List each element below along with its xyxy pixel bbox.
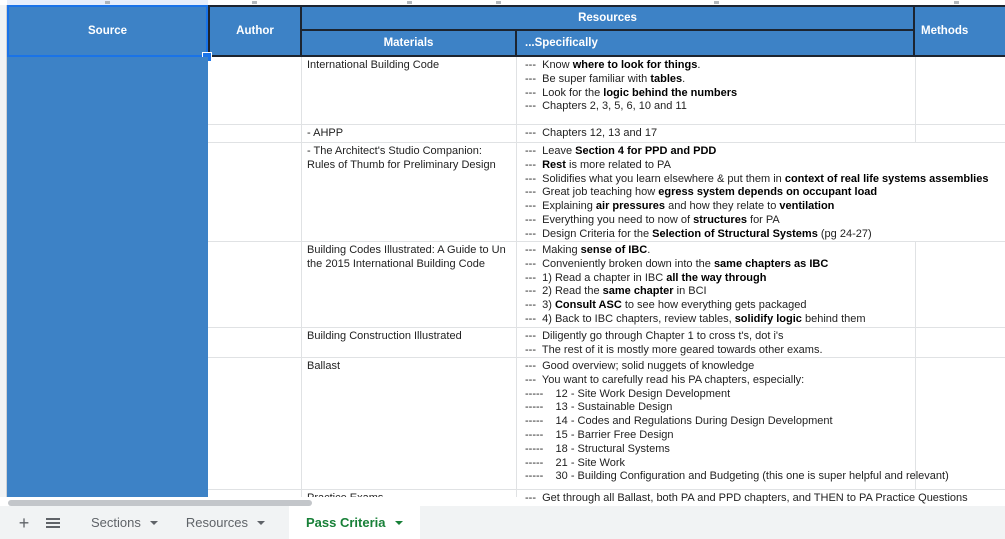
specifically-cell[interactable] xyxy=(517,358,949,489)
specifically-text: --- Design Criteria for the Selection of Structural Systems (pg 24-27) xyxy=(525,227,872,240)
table-row xyxy=(208,328,1005,358)
specifically-text: --- Everything you need to now of structures for PA xyxy=(525,213,780,226)
author-cell[interactable] xyxy=(208,57,302,124)
specifically-text: --- Diligently go through Chapter 1 to cross t's, dot i's xyxy=(525,330,784,342)
specifically-text: --- You want to carefully read his PA chapters, especially: xyxy=(525,373,805,386)
clipped-column-letter xyxy=(496,1,501,4)
methods-cell[interactable] xyxy=(915,125,1005,142)
materials-cell[interactable] xyxy=(302,143,517,241)
table-row xyxy=(208,57,1005,125)
specifically-cell[interactable] xyxy=(517,328,915,357)
author-cell[interactable] xyxy=(208,242,302,327)
tab-sections[interactable] xyxy=(91,506,158,539)
specifically-cell[interactable] xyxy=(517,125,915,142)
tab-pass-criteria-label: Pass Criteria xyxy=(306,515,386,530)
methods-header-label: Methods xyxy=(921,25,969,37)
specifically-text: --- Be super familiar with tables. xyxy=(525,72,686,85)
author-cell[interactable] xyxy=(208,328,302,357)
materials-text: - The Architect's Studio Companion: xyxy=(307,145,482,157)
materials-text: - AHPP xyxy=(307,127,344,139)
clipped-column-letter xyxy=(252,1,257,4)
materials-cell[interactable] xyxy=(302,57,517,124)
table-row xyxy=(208,490,1005,504)
sheet-tab-bar xyxy=(0,506,1005,539)
caret-down-icon xyxy=(395,521,403,525)
specifically-text: --- Chapters 12, 13 and 17 xyxy=(525,127,658,139)
specifically-text: --- 1) Read a chapter in IBC all the way through xyxy=(525,271,767,284)
hamburger-icon xyxy=(46,516,60,530)
clipped-column-letter xyxy=(714,1,719,4)
specifically-cell[interactable] xyxy=(517,490,968,504)
materials-cell[interactable] xyxy=(302,358,517,489)
specifically-text: ----- 30 - Building Configuration and Budgeting (this one is super helpful and relevant) xyxy=(525,470,949,483)
caret-down-icon xyxy=(257,521,265,525)
materials-cell[interactable] xyxy=(302,490,517,497)
clipped-column-letter xyxy=(105,1,110,4)
specifically-text: --- Leave Section 4 for PPD and PDD xyxy=(525,145,717,157)
specifically-text: ----- 14 - Codes and Regulations During Design Development xyxy=(525,415,833,428)
header-cell-materials[interactable] xyxy=(302,31,515,55)
table-row xyxy=(208,358,1005,490)
materials-text: International Building Code xyxy=(307,59,440,71)
table-body-rows xyxy=(208,57,1005,504)
specifically-text: --- Explaining air pressures and how they relate to ventilation xyxy=(525,200,835,213)
author-cell[interactable] xyxy=(208,125,302,142)
specifically-cell[interactable] xyxy=(517,57,915,124)
materials-header-label: Materials xyxy=(383,37,434,49)
add-sheet-button[interactable] xyxy=(16,506,32,539)
specifically-text: --- Look for the logic behind the numbers xyxy=(525,86,738,99)
specifically-text: ----- 21 - Site Work xyxy=(525,456,626,469)
header-cell-source[interactable] xyxy=(7,5,208,57)
methods-cell[interactable] xyxy=(915,358,1005,489)
header-cell-resources[interactable] xyxy=(302,7,913,29)
specifically-text: --- The rest of it is mostly more geared towards other exams. xyxy=(525,343,823,356)
materials-cell[interactable] xyxy=(302,125,517,142)
specifically-text: ----- 13 - Sustainable Design xyxy=(525,401,673,414)
author-cell[interactable] xyxy=(208,143,302,241)
specifically-text: --- Conveniently broken down into the same chapters as IBC xyxy=(525,257,829,270)
specifically-cell[interactable] xyxy=(517,242,915,327)
specifically-text: --- 2) Read the same chapter in BCI xyxy=(525,285,707,298)
methods-cell[interactable] xyxy=(915,143,1005,241)
caret-down-icon xyxy=(150,521,158,525)
table-row xyxy=(208,125,1005,143)
author-cell[interactable] xyxy=(208,490,302,497)
specifically-text: --- 4) Back to IBC chapters, review tables, solidify logic behind them xyxy=(525,312,866,325)
specifically-text: ----- 12 - Site Work Design Development xyxy=(525,387,731,400)
materials-text: Ballast xyxy=(307,360,341,372)
specifically-cell[interactable] xyxy=(517,143,989,241)
clipped-column-letter xyxy=(954,1,959,4)
specifically-text: --- Good overview; solid nuggets of knowledge xyxy=(525,360,755,372)
specifically-text: --- Chapters 2, 3, 5, 6, 10 and 11 xyxy=(525,100,687,113)
specifically-text: --- Rest is more related to PA xyxy=(525,158,671,171)
header-cell-specifically[interactable] xyxy=(517,31,913,55)
specifically-text: --- Great job teaching how egress system depends on occupant load xyxy=(525,186,878,199)
methods-cell[interactable] xyxy=(915,242,1005,327)
source-merged-cell[interactable] xyxy=(7,57,208,497)
specifically-text: --- Solidifies what you learn elsewhere & put them in context of real life systems assemblies xyxy=(525,172,989,185)
author-header-label: Author xyxy=(236,25,274,37)
resources-header-label: Resources xyxy=(578,12,637,24)
specifically-header-label: ...Specifically xyxy=(525,37,598,49)
materials-text: Building Construction Illustrated xyxy=(307,330,462,342)
header-cell-author[interactable] xyxy=(210,7,300,55)
materials-text: Building Codes Illustrated: A Guide to Un xyxy=(307,244,506,256)
source-header-label: Source xyxy=(88,25,127,37)
all-sheets-menu-button[interactable] xyxy=(45,506,61,539)
methods-cell[interactable] xyxy=(915,328,1005,357)
clipped-column-letter xyxy=(407,1,412,4)
specifically-text: --- Know where to look for things. xyxy=(525,59,701,71)
tab-resources-label: Resources xyxy=(185,515,249,530)
plus-icon: + xyxy=(18,512,30,533)
materials-cell[interactable] xyxy=(302,328,517,357)
specifically-text: ----- 15 - Barrier Free Design xyxy=(525,428,674,441)
methods-cell[interactable] xyxy=(915,57,1005,124)
specifically-text: --- Get through all Ballast, both PA and PPD chapters, and THEN to PA Practice Questions xyxy=(525,492,968,504)
author-cell[interactable] xyxy=(208,358,302,489)
table-row xyxy=(208,242,1005,328)
specifically-text: --- 3) Consult ASC to see how everything gets packaged xyxy=(525,299,807,312)
specifically-text: --- Making sense of IBC. xyxy=(525,244,651,256)
tab-resources[interactable] xyxy=(186,506,265,539)
tab-sections-label: Sections xyxy=(91,515,141,530)
materials-text: Rules of Thumb for Preliminary Design xyxy=(307,158,496,171)
row-header-sliver xyxy=(0,5,7,497)
materials-cell[interactable] xyxy=(302,242,517,327)
materials-text: the 2015 International Building Code xyxy=(307,257,485,270)
table-row xyxy=(208,143,1005,242)
specifically-text: ----- 18 - Structural Systems xyxy=(525,442,670,455)
header-cell-methods[interactable] xyxy=(915,7,1005,55)
tab-pass-criteria[interactable] xyxy=(289,506,420,539)
